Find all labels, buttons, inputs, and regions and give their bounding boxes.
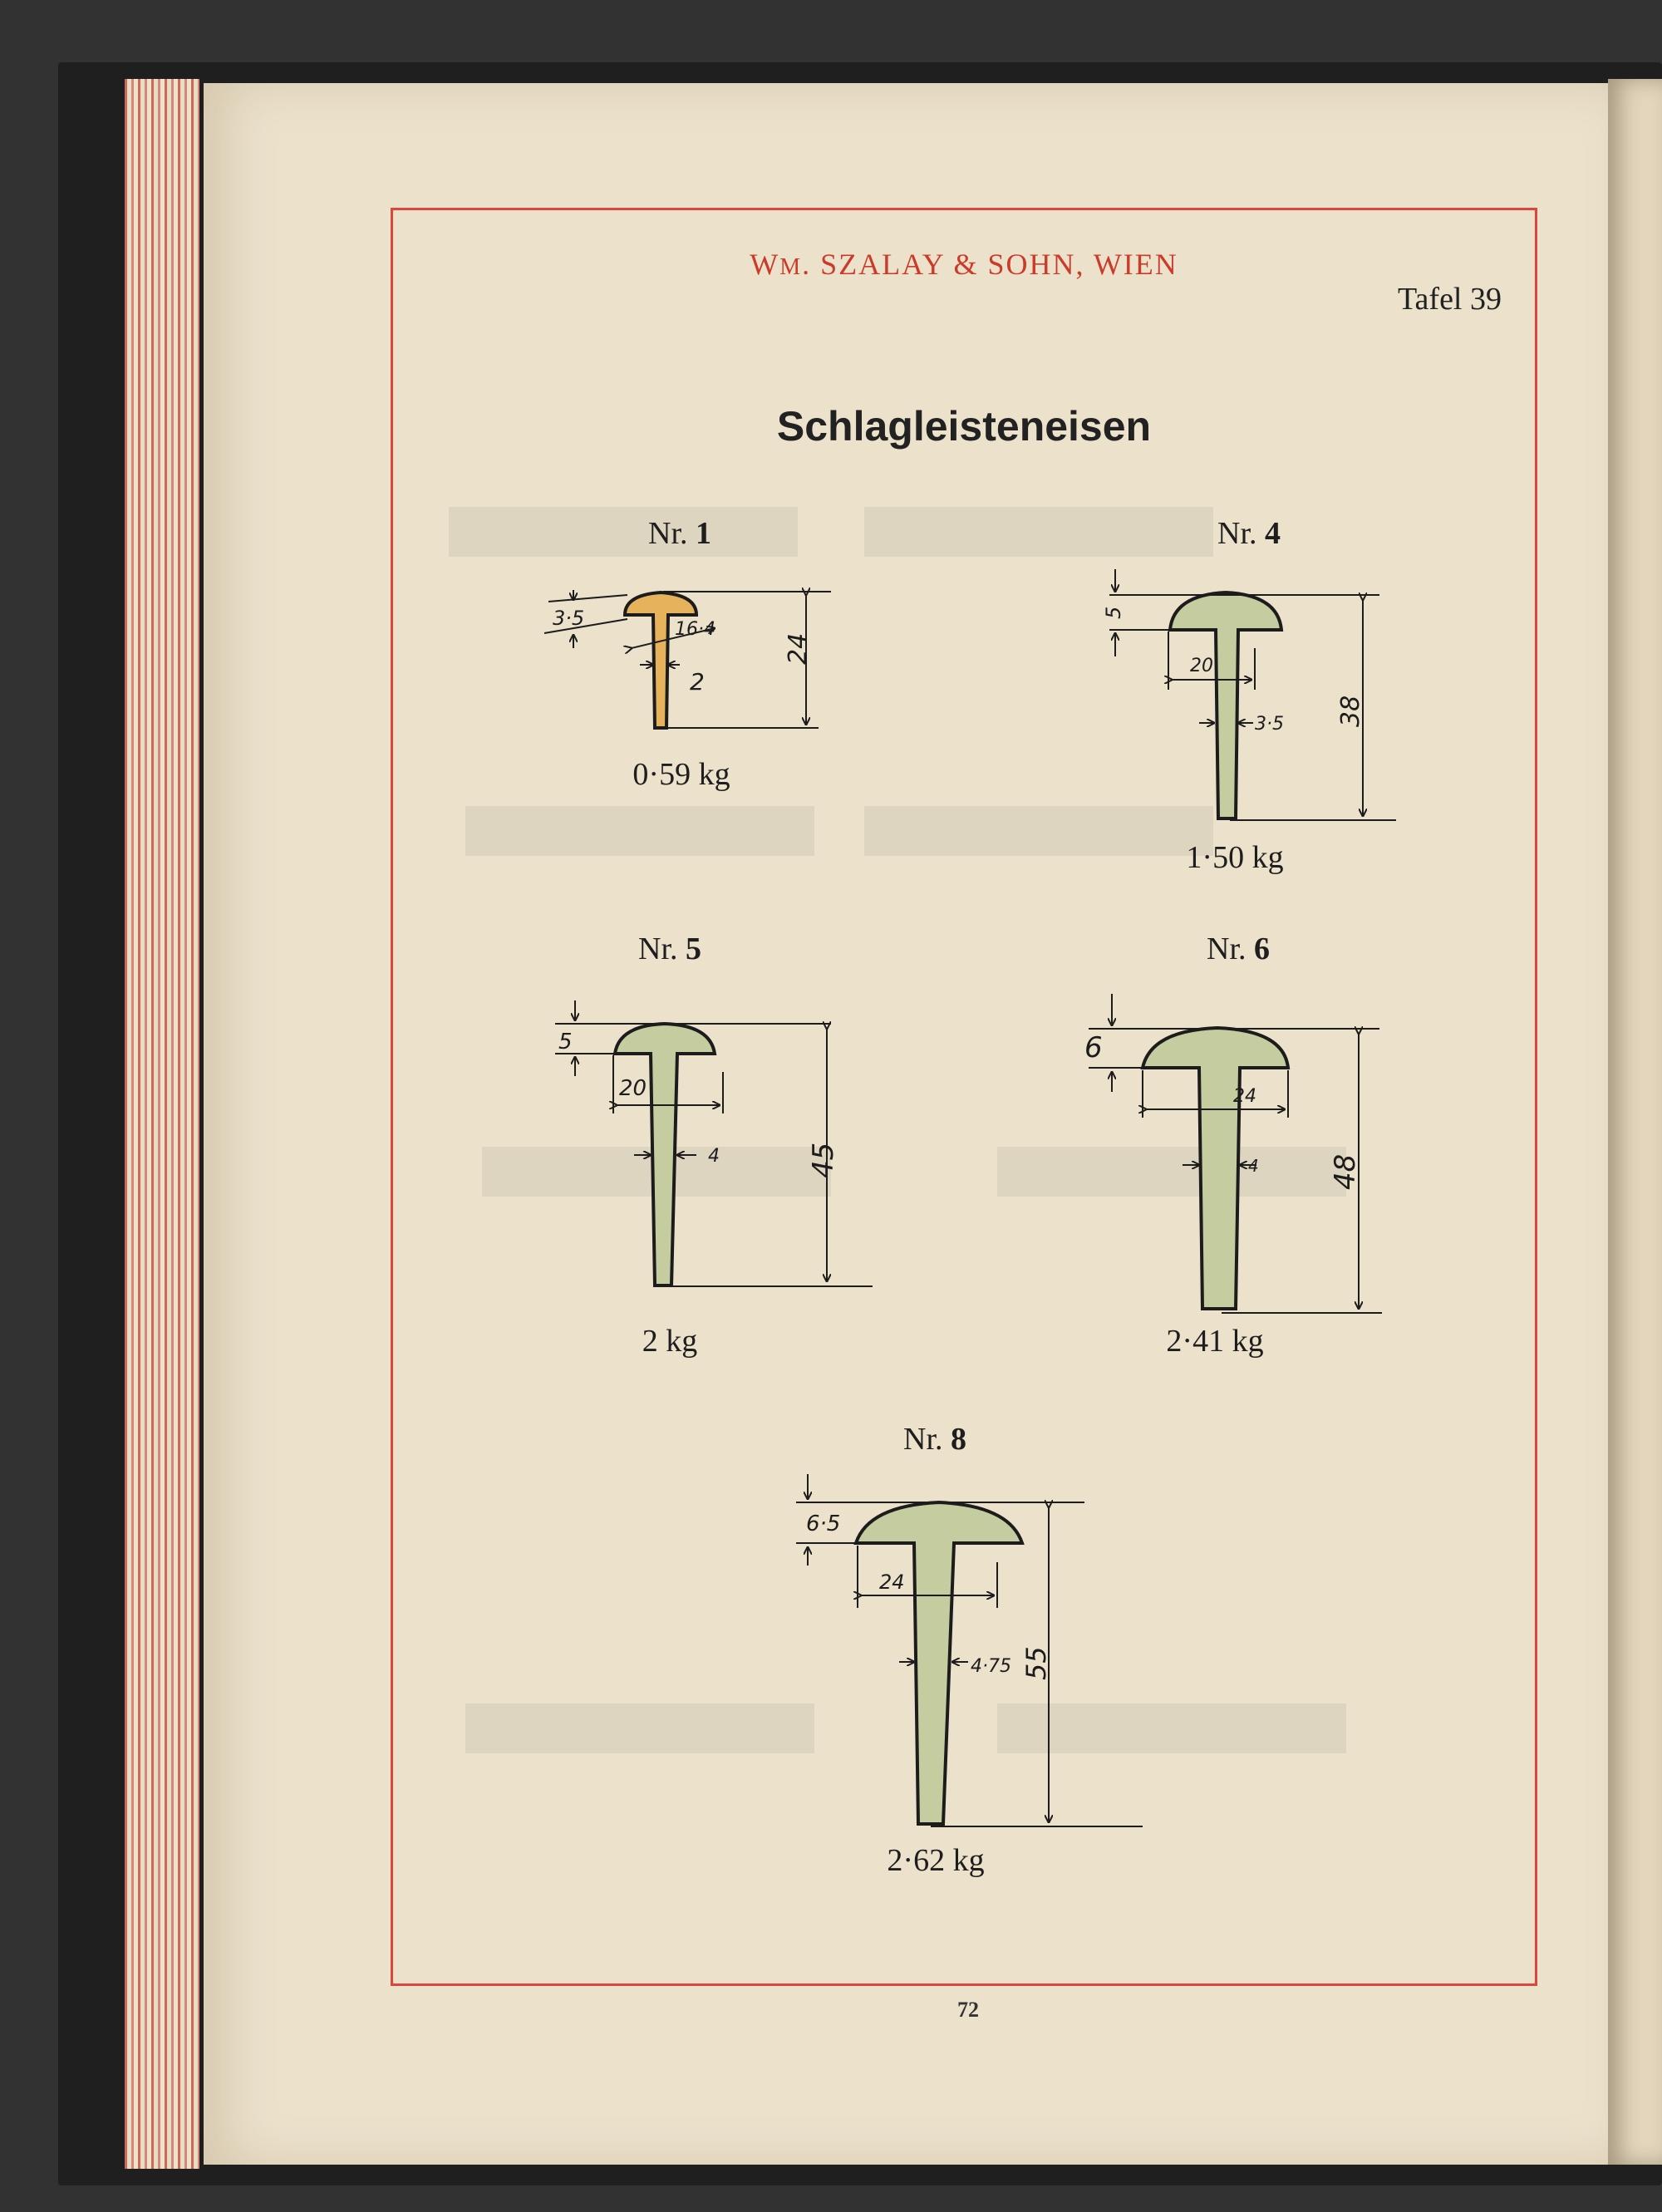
profile-1-label: Nr. 1 — [648, 516, 711, 551]
profile-8-label: Nr. 8 — [903, 1422, 966, 1457]
profile-6-dim-width: 24 — [1233, 1086, 1256, 1107]
profile-4-label: Nr. 4 — [1217, 516, 1281, 551]
profile-4-dim-width: 20 — [1190, 656, 1213, 676]
profile-4-dim-height: 38 — [1336, 695, 1365, 727]
header-initial-small: M — [779, 254, 803, 280]
profile-5-section — [615, 1024, 715, 1285]
profile-6-weight: 2·41 kg — [1166, 1324, 1264, 1359]
profile-1-dim-width: 16·4 — [675, 619, 715, 640]
profile-8-dim-web: 4·75 — [971, 1656, 1011, 1677]
profile-1-weight: 0·59 kg — [632, 757, 730, 792]
profile-6-dim-height: 48 — [1329, 1153, 1362, 1190]
profile-4-dim-web: 3·5 — [1255, 714, 1284, 735]
profile-6-dim-web: 4 — [1248, 1156, 1259, 1176]
profile-6-section — [1143, 1028, 1288, 1309]
profile-8-dim-height: 55 — [1020, 1646, 1052, 1680]
profile-4-drawing — [1109, 569, 1396, 820]
profile-1-dim-head: 3·5 — [553, 607, 585, 630]
profile-6-label: Nr. 6 — [1207, 931, 1270, 966]
page-number: 72 — [957, 1998, 979, 2022]
profile-8-drawing — [796, 1474, 1143, 1826]
profile-5-dim-head: 5 — [558, 1030, 573, 1054]
profile-6-dim-head: 6 — [1084, 1031, 1103, 1064]
profile-8-dim-head: 6·5 — [806, 1512, 841, 1536]
profile-5-dim-web: 4 — [708, 1146, 720, 1167]
page-title: Schlagleisteneisen — [776, 403, 1152, 450]
profile-5-weight: 2 kg — [642, 1324, 698, 1359]
profile-4-dim-head: 5 — [1102, 606, 1125, 619]
profile-1-section — [625, 592, 696, 728]
profile-1-dim-web: 2 — [690, 668, 705, 696]
profile-1-dim-height: 24 — [784, 632, 813, 665]
header-rest: . SZALAY & SOHN, WIEN — [802, 248, 1178, 281]
profile-6-drawing — [1089, 994, 1382, 1313]
profile-8-weight: 2·62 kg — [887, 1843, 985, 1878]
profile-4-weight: 1·50 kg — [1186, 840, 1284, 875]
profile-8-dim-width: 24 — [879, 1571, 905, 1594]
plate-label: Tafel 39 — [1397, 282, 1502, 317]
profile-5-dim-width: 20 — [619, 1076, 647, 1101]
profile-5-label: Nr. 5 — [638, 931, 701, 966]
header-initial: W — [750, 248, 780, 281]
profile-5-dim-height: 45 — [807, 1142, 840, 1178]
profile-4-section — [1170, 592, 1281, 818]
